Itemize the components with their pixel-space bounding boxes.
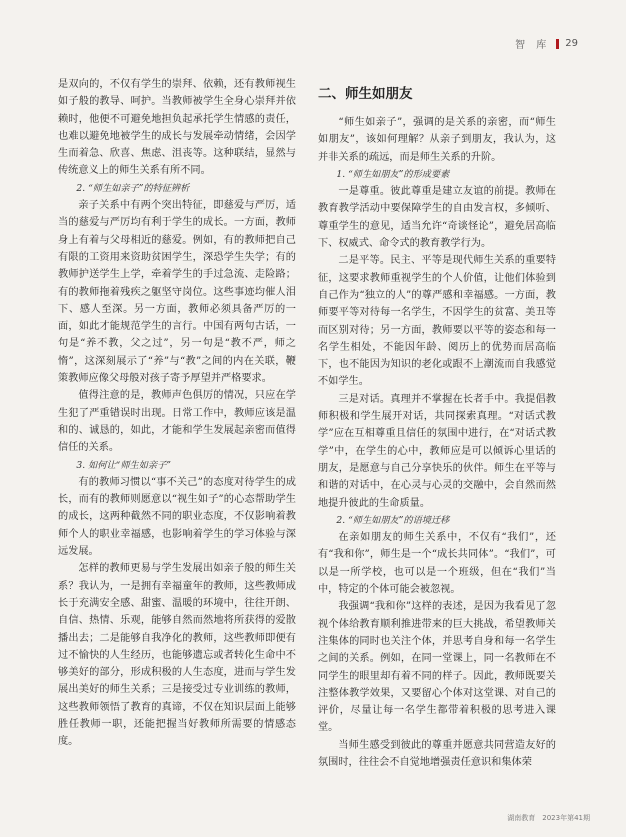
subheading: 2. “师生如朋友”的语境迁移 bbox=[336, 514, 450, 526]
page-footer: 湖南教育 2023年第41期 bbox=[507, 814, 590, 822]
paragraph: 亲子关系中有两个突出特征，即慈爱与严厉，适当的慈爱与严厉均有利于学生的成长。一方面，教师身上有着与父母相近的慈爱。例如，有的教师把自己有限的工资用来资助贫困学生，深恐学生失学；有的教师护送学生上学，牵着学生的手过急流、走险路；有的教师拖着残疾之躯坚守岗位。这些事迹均催人泪下、感人至深。另一方面，教师必须具备严厉的一面，如此才能规范学生的言行。中国有两句古话，一句是“养不教，父之过”，另一句是“教不严，师之惰”，这深刻展示了“养”与“教”之间的内在关联，鞭策教师应像父母般对孩子寄予厚望并严格要求。 bbox=[58, 200, 296, 385]
right-column bbox=[318, 84, 556, 771]
subheading: 1. “师生如朋友”的形成要素 bbox=[336, 168, 450, 180]
paragraph: 在亲如朋友的师生关系中，不仅有“我们”，还有“我和你”，师生是一个“成长共同体”。“我们”，可以是一所学校，也可以是一个班级，但在“我们”当中，特定的个体可能会被忽视。 bbox=[318, 532, 556, 596]
paragraph: 我强调“我和你”这样的表述，是因为我看见了忽视个体给教育顺利推进带来的巨大挑战，希望教师关注集体的同时也关注个体，并思考自身和每一名学生之间的关系。例如，在同一堂课上，同一名教师在不同学生的眼里却有着不同的样子。因此，教师既要关注整体教学效果，又要留心个体对这堂课、对自己的评价，尽量让每一名学生都带着积极的思考进入课堂。 bbox=[318, 601, 556, 734]
header-divider-bar bbox=[556, 39, 559, 49]
paragraph: 有的教师习惯以“事不关己”的态度对待学生的成长，而有的教师则愿意以“视生如子”的心态帮助学生的成长，这两种截然不同的职业态度，不仅影响着教师个人的职业幸福感，也影响着学生的学习体验与深远发展。 bbox=[58, 476, 296, 558]
paragraph: 是双向的，不仅有学生的崇拜、依赖，还有教师视生如子般的教导、呵护。当教师被学生全身心崇拜并依赖时，他便不可避免地担负起承托学生情感的责任，也难以避免地被学生的成长与发展牵动情绪，会因学生而着急、欣喜、焦虑、沮丧等。这种联结，显然与传统意义上的师生关系有所不同。 bbox=[58, 79, 296, 177]
left-column bbox=[58, 76, 296, 751]
subheading: 3. 如何让“师生如亲子” bbox=[76, 459, 171, 471]
page-number: 29 bbox=[565, 38, 578, 49]
paragraph: 怎样的教师更易与学生发展出如亲子般的师生关系？我认为，一是拥有幸福童年的教师，这些教师成长于充满安全感、甜蜜、温暖的环境中，往往开朗、自信、热情、乐观，能够自然而然地将所获得的爱散播出去；二是能够自我净化的教师，这些教师即便有过不愉快的人生经历，也能够遗忘或者转化生命中不够美好的部分，形成积极的人生态度，进而与学生发展出美好的师生关系；三是接受过专业训练的教师，这些教师领悟了教育的真谛，不仅在知识层面上能够胜任教师一职，还能把握当好教师所需要的情感态度。 bbox=[58, 563, 296, 748]
subheading: 2. “师生如亲子”的特征辨析 bbox=[76, 182, 190, 194]
paragraph: 二是平等。民主、平等是现代师生关系的重要特征，这要求教师重视学生的个人价值，让他们体验到自己作为“独立的人”的尊严感和幸福感。一方面，教师要平等对待每一名学生，不因学生的贫富、美丑等而区别对待；另一方面，教师要以平等的姿态和每一名学生相处，不能因年龄、阅历上的优势而居高临下，也不能因为知识的老化或跟不上潮流而自我感觉不如学生。 bbox=[318, 255, 556, 388]
paragraph: 当师生感受到彼此的尊重并愿意共同营造友好的氛围时，往往会不自觉地增强责任意识和集体荣 bbox=[318, 739, 556, 768]
section-title: 二、师生如朋友 bbox=[318, 86, 413, 102]
paragraph: 一是尊重。彼此尊重是建立友谊的前提。教师在教育教学活动中要保障学生的自由发言权，多倾听、尊重学生的意见，适当允许“奇谈怪论”，避免居高临下、权威式、命令式的教育教学行为。 bbox=[318, 186, 556, 250]
paragraph: “师生如亲子”，强调的是关系的亲密，而“师生如朋友”，该如何理解？从亲子到朋友，我认为，这并非关系的疏远，而是师生关系的升阶。 bbox=[318, 117, 556, 163]
paragraph: 三是对话。真理并不掌握在长者手中。我提倡教师积极和学生展开对话，共同探索真理。“对话式教学”应在互相尊重且信任的氛围中进行，在“对话式教学”中，在学生的心中，教师应是可以倾诉心里话的朋友，是愿意与自己分享快乐的伙伴。师生在平等与和谐的对话中，在心灵与心灵的交融中，会自然而然地提升彼此的生命质量。 bbox=[318, 393, 556, 509]
page-header bbox=[515, 36, 578, 51]
paragraph: 值得注意的是，教师声色俱厉的情况，只应在学生犯了严重错误时出现。日常工作中，教师应该是温和的、诚恳的，如此，才能和学生发展起亲密而值得信任的关系。 bbox=[58, 390, 296, 454]
magazine-section-name: 智 库 bbox=[515, 40, 551, 51]
